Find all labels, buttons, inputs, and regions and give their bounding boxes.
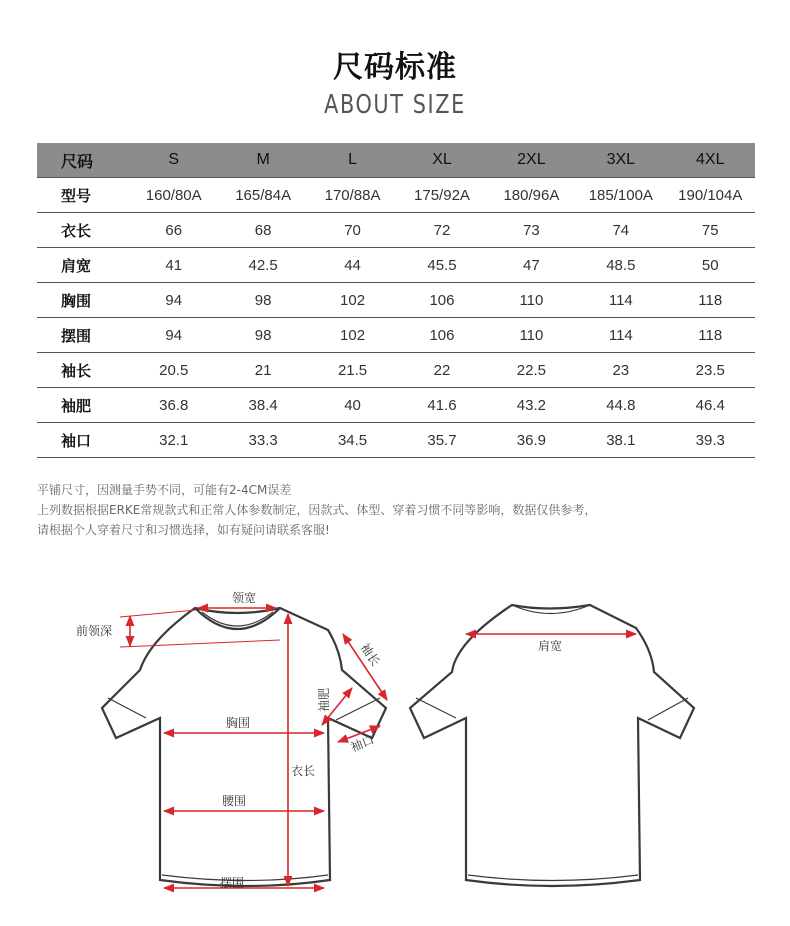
- table-cell: 102: [308, 283, 397, 318]
- front-tshirt-outline: [102, 608, 386, 886]
- table-row: [37, 423, 755, 458]
- table-cell: 36.9: [487, 423, 576, 458]
- table-cell: 114: [576, 318, 665, 353]
- cuff-label: 袖口: [348, 732, 377, 755]
- table-cell: 32.1: [129, 423, 218, 458]
- table-cell: 106: [397, 318, 486, 353]
- chest-label: 胸围: [226, 716, 251, 730]
- table-cell: 44.8: [576, 388, 665, 423]
- page-title: 尺码标准: [333, 50, 457, 85]
- row-label: 摆围: [37, 318, 129, 353]
- table-cell: 22.5: [487, 353, 576, 388]
- note-line: 上列数据根据ERKE常规款式和正常人体参数制定，因款式、体型、穿着习惯不同等影响，数据仅供参考，: [37, 503, 597, 517]
- note-line: 请根据个人穿着尺寸和习惯选择，如有疑问请联系客服!: [37, 523, 330, 537]
- table-cell: 35.7: [397, 423, 486, 458]
- size-notes: [37, 480, 596, 540]
- table-header-row: [37, 143, 755, 178]
- table-row: [37, 283, 755, 318]
- table-cell: 110: [487, 283, 576, 318]
- table-body: [37, 178, 755, 458]
- table-cell: 34.5: [308, 423, 397, 458]
- table-cell: 21: [218, 353, 307, 388]
- table-cell: 190/104A: [666, 178, 755, 213]
- table-cell: 44: [308, 248, 397, 283]
- table-cell: 45.5: [397, 248, 486, 283]
- table-cell: 180/96A: [487, 178, 576, 213]
- table-cell: 185/100A: [576, 178, 665, 213]
- table-cell: 94: [129, 283, 218, 318]
- sleeve-width-label: 袖肥: [317, 687, 331, 712]
- table-cell: 47: [487, 248, 576, 283]
- table-row: [37, 318, 755, 353]
- table-cell: 23.5: [666, 353, 755, 388]
- row-label: 肩宽: [37, 248, 129, 283]
- table-cell: 22: [397, 353, 486, 388]
- table-row: [37, 353, 755, 388]
- table-cell: 33.3: [218, 423, 307, 458]
- row-label: 衣长: [37, 213, 129, 248]
- table-cell: 46.4: [666, 388, 755, 423]
- table-cell: 39.3: [666, 423, 755, 458]
- size-table: [37, 143, 755, 458]
- size-header: 2XL: [487, 143, 576, 178]
- row-label: 型号: [37, 178, 129, 213]
- table-cell: 98: [218, 283, 307, 318]
- table-cell: 75: [666, 213, 755, 248]
- table-row: [37, 248, 755, 283]
- table-cell: 170/88A: [308, 178, 397, 213]
- table-cell: 42.5: [218, 248, 307, 283]
- table-cell: 40: [308, 388, 397, 423]
- table-cell: 38.1: [576, 423, 665, 458]
- size-header: M: [218, 143, 307, 178]
- table-cell: 175/92A: [397, 178, 486, 213]
- front-neck-depth-label: 前领深: [76, 624, 113, 638]
- table-cell: 38.4: [218, 388, 307, 423]
- page-subtitle: ABOUT SIZE: [324, 90, 466, 120]
- table-cell: 118: [666, 318, 755, 353]
- table-cell: 23: [576, 353, 665, 388]
- table-cell: 94: [129, 318, 218, 353]
- table-cell: 41.6: [397, 388, 486, 423]
- size-header: S: [129, 143, 218, 178]
- row-label: 胸围: [37, 283, 129, 318]
- table-cell: 106: [397, 283, 486, 318]
- row-label: 袖口: [37, 423, 129, 458]
- table-cell: 48.5: [576, 248, 665, 283]
- table-row: [37, 388, 755, 423]
- table-cell: 110: [487, 318, 576, 353]
- neck-width-label: 领宽: [232, 591, 257, 605]
- table-cell: 41: [129, 248, 218, 283]
- table-cell: 43.2: [487, 388, 576, 423]
- table-cell: 70: [308, 213, 397, 248]
- row-label: 袖长: [37, 353, 129, 388]
- table-cell: 21.5: [308, 353, 397, 388]
- size-header: 3XL: [576, 143, 665, 178]
- length-label: 衣长: [291, 764, 316, 778]
- table-cell: 20.5: [129, 353, 218, 388]
- waist-label: 腰围: [222, 794, 247, 808]
- table-cell: 50: [666, 248, 755, 283]
- table-cell: 36.8: [129, 388, 218, 423]
- table-cell: 68: [218, 213, 307, 248]
- size-header: 4XL: [666, 143, 755, 178]
- table-cell: 98: [218, 318, 307, 353]
- sleeve-length-label: 袖长: [357, 640, 383, 669]
- table-cell: 165/84A: [218, 178, 307, 213]
- table-cell: 73: [487, 213, 576, 248]
- table-corner-label: 尺码: [37, 143, 129, 178]
- size-header: L: [308, 143, 397, 178]
- table-cell: 74: [576, 213, 665, 248]
- measurement-diagram: [0, 580, 790, 926]
- size-header: XL: [397, 143, 486, 178]
- table-cell: 160/80A: [129, 178, 218, 213]
- table-row: [37, 178, 755, 213]
- table-cell: 114: [576, 283, 665, 318]
- table-cell: 72: [397, 213, 486, 248]
- row-label: 袖肥: [37, 388, 129, 423]
- table-cell: 102: [308, 318, 397, 353]
- table-cell: 66: [129, 213, 218, 248]
- shoulder-label: 肩宽: [538, 639, 563, 653]
- hem-label: 摆围: [220, 876, 245, 890]
- table-row: [37, 213, 755, 248]
- note-line: 平铺尺寸，因测量手势不同，可能有2-4CM误差: [37, 483, 292, 497]
- table-cell: 118: [666, 283, 755, 318]
